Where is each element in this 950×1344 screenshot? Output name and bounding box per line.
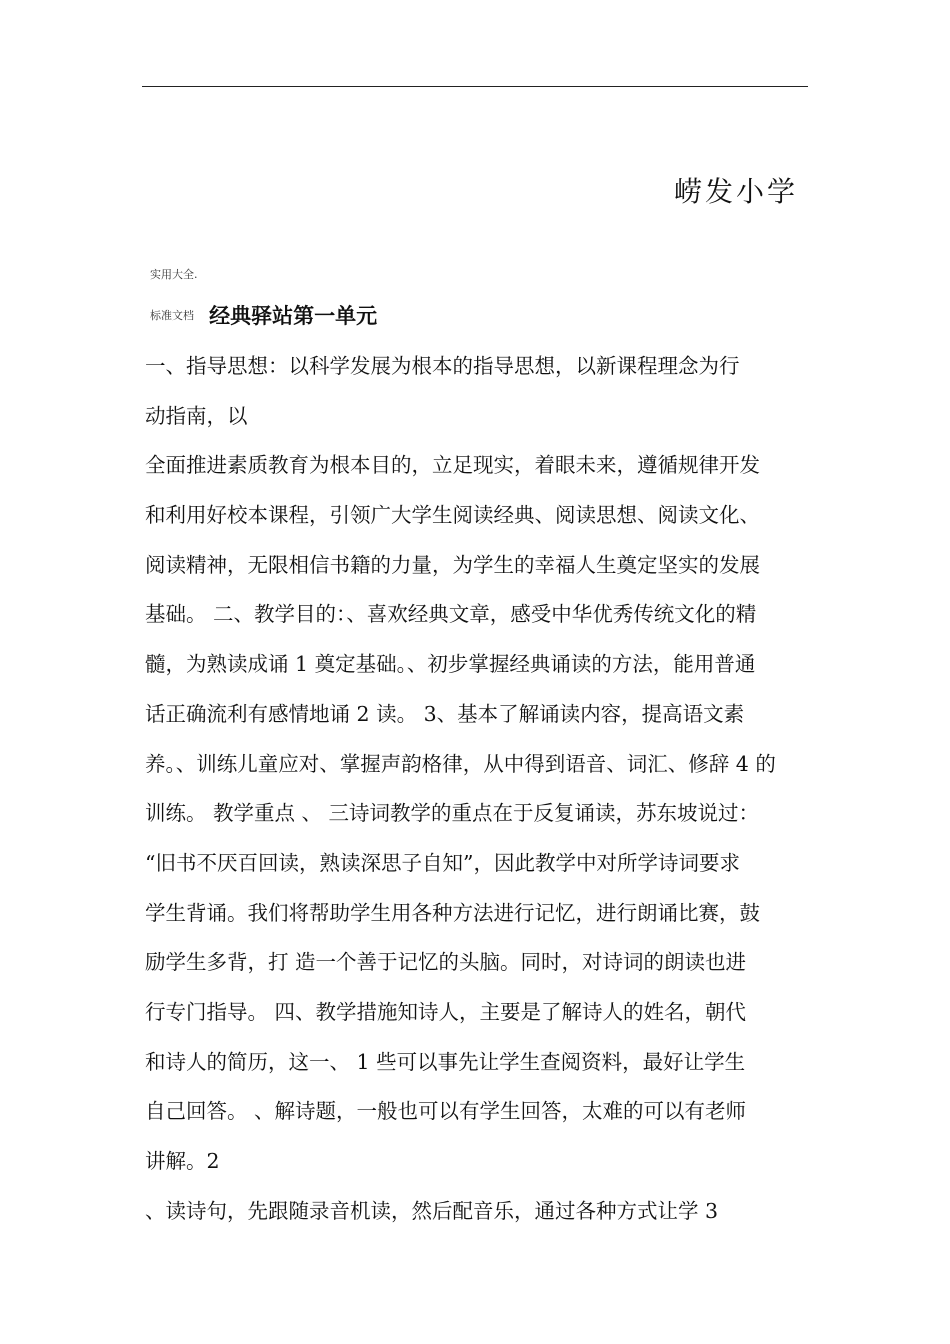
source-note: 实用大全. — [150, 268, 198, 281]
text-line: 阅读精神，无限相信书籍的力量，为学生的幸福人生奠定坚实的发展 — [145, 552, 760, 577]
school-name: 崂发小学 — [674, 175, 799, 208]
document-title: 经典驿站第一单元 — [209, 303, 378, 328]
document-tag: 标准文档 — [150, 309, 194, 322]
text-line: 行专门指导。 四、教学措施知诗人，主要是了解诗人的姓名，朝代 — [145, 999, 747, 1024]
text-line: 和诗人的简历，这一、 1 些可以事先让学生查阅资料，最好让学生 — [145, 1049, 746, 1074]
body-text — [145, 342, 820, 1236]
text-line: 养。、训练儿童应对、掌握声韵格律，从中得到语音、词汇、修辞 4 的 — [145, 751, 776, 776]
text-line: 髓，为熟读成诵 1 奠定基础。、初步掌握经典诵读的方法，能用普通 — [145, 652, 756, 677]
text-line: 训练。 教学重点 、 三诗词教学的重点在于反复诵读，苏东坡说过： — [145, 801, 760, 826]
text-line: 学生背诵。我们将帮助学生用各种方法进行记忆，进行朗诵比赛，鼓 — [145, 900, 760, 925]
text-line: 励学生多背，打 造一个善于记忆的头脑。同时，对诗词的朗读也进 — [145, 950, 747, 975]
text-line: 讲解。2 — [145, 1149, 220, 1173]
text-line: 全面推进素质教育为根本目的，立足现实，着眼未来，遵循规律开发 — [145, 453, 760, 478]
text-line: 话正确流利有感情地诵 2 读。 3、基本了解诵读内容，提高语文素 — [145, 701, 745, 726]
text-line: 一、指导思想：以科学发展为根本的指导思想，以新课程理念为行 — [145, 354, 740, 378]
text-line: 动指南，以 — [145, 403, 248, 428]
header-rule — [142, 86, 808, 87]
document-heading — [150, 300, 377, 330]
text-line: 、读诗句，先跟随录音机读，然后配音乐，通过各种方式让学 3 — [145, 1198, 719, 1223]
text-line: 和利用好校本课程，引领广大学生阅读经典、阅读思想、阅读文化、 — [145, 503, 760, 528]
text-line: 基础。 二、教学目的：、喜欢经典文章，感受中华优秀传统文化的精 — [145, 602, 757, 627]
text-line: 自己回答。 、解诗题，一般也可以有学生回答，太难的可以有老师 — [145, 1099, 747, 1124]
text-line: “旧书不厌百回读，熟读深思子自知”，因此教学中对所学诗词要求 — [145, 850, 740, 875]
